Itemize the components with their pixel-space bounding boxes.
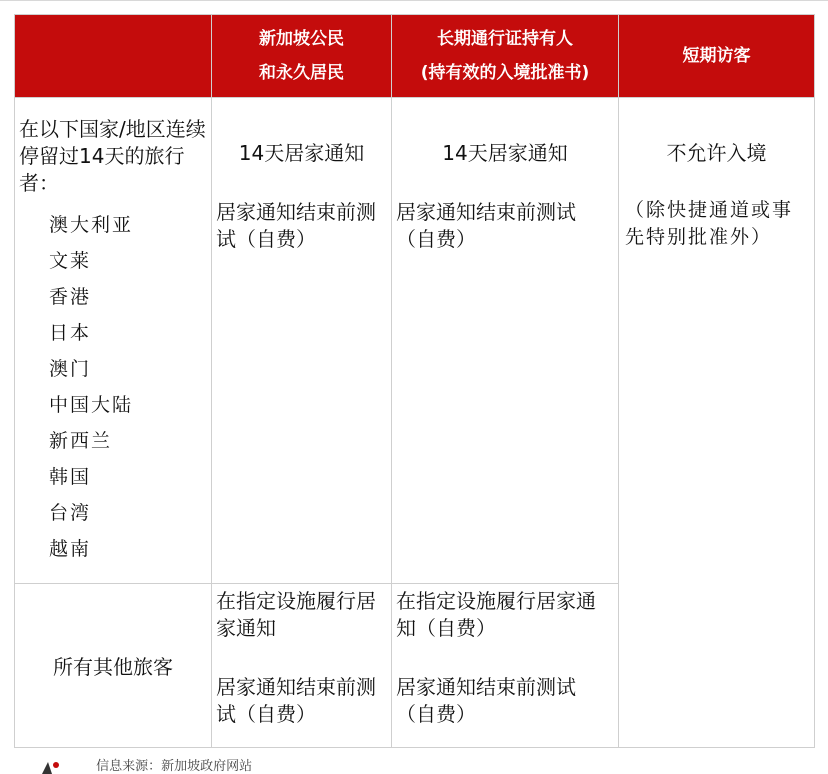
row1-ltp-line2: 居家通知结束前测试（自费） — [396, 200, 576, 251]
row2-ltp-cell — [392, 584, 619, 748]
header-empty — [15, 15, 212, 98]
list-item: 香港 — [49, 286, 92, 308]
row2-ltp-line1: 在指定设施履行居家通知（自费） — [396, 589, 596, 640]
travel-policy-table — [14, 14, 815, 748]
list-item: 澳大利亚 — [49, 214, 134, 236]
list-item: 日本 — [49, 322, 92, 344]
visitors-line2: （除快捷通道或事先特别批准外） — [625, 199, 794, 248]
footer-source — [40, 755, 252, 774]
list-item: 中国大陆 — [49, 394, 134, 416]
header-citizens — [212, 15, 392, 98]
list-item: 文莱 — [49, 250, 92, 272]
row1-ltp-line1: 14天居家通知 — [442, 141, 568, 165]
table-row — [15, 98, 815, 584]
row2-citizens-line1: 在指定设施履行居家通知 — [216, 589, 376, 640]
list-item: 台湾 — [49, 502, 92, 524]
header-citizens-line1: 新加坡公民 — [259, 29, 344, 49]
header-ltp-line1: 长期通行证持有人 — [437, 29, 573, 49]
row1-citizens-line1: 14天居家通知 — [238, 141, 365, 165]
row2-citizens-cell — [212, 584, 392, 748]
row1-label: 在以下国家/地区连续停留过14天的旅行者： — [19, 117, 206, 195]
list-item: 澳门 — [49, 358, 92, 380]
header-short-term-visitors: 短期访客 — [619, 15, 815, 98]
header-ltp-line2: (持有效的入境批准书) — [420, 63, 590, 83]
table-header-row — [15, 15, 815, 98]
visitors-line1: 不允许入境 — [666, 141, 767, 165]
country-list — [49, 207, 207, 567]
row1-label-cell — [15, 98, 212, 584]
row1-ltp-cell — [392, 98, 619, 584]
footer-source-text: 信息来源：新加坡政府网站 — [96, 759, 253, 774]
row2-ltp-line2: 居家通知结束前测试（自费） — [396, 675, 576, 726]
row2-citizens-line2: 居家通知结束前测试（自费） — [216, 675, 376, 726]
row1-citizens-cell — [212, 98, 392, 584]
row2-label: 所有其他旅客 — [15, 584, 212, 748]
source-logo-icon — [40, 760, 62, 774]
row1-citizens-line2: 居家通知结束前测试（自费） — [216, 200, 376, 251]
list-item: 韩国 — [49, 466, 92, 488]
list-item: 新西兰 — [49, 430, 113, 452]
header-citizens-line2: 和永久居民 — [259, 63, 344, 83]
visitors-cell — [619, 98, 815, 748]
list-item: 越南 — [49, 538, 92, 560]
page-top-border — [0, 0, 828, 15]
header-long-term-pass — [392, 15, 619, 98]
